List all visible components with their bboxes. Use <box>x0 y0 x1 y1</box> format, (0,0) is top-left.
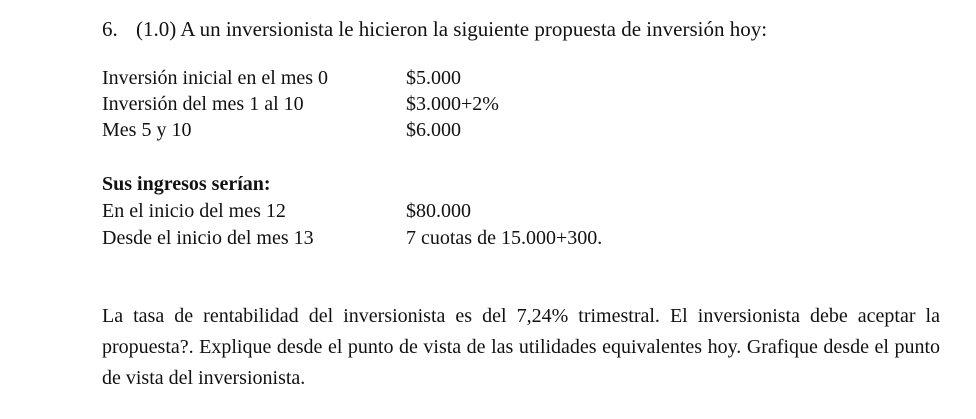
income-heading: Sus ingresos serían: <box>102 173 271 195</box>
investment-value: $3.000+2% <box>406 93 499 115</box>
investment-value: $5.000 <box>406 67 461 89</box>
income-label: En el inicio del mes 12 <box>102 200 286 222</box>
income-value: 7 cuotas de 15.000+300. <box>406 227 603 249</box>
investment-label: Inversión inicial en el mes 0 <box>102 67 329 89</box>
investment-label: Inversión del mes 1 al 10 <box>102 93 304 115</box>
investment-value: $6.000 <box>406 119 461 141</box>
question-number: 6. <box>102 17 118 41</box>
question-paragraph: La tasa de rentabilidad del inversionista es del 7,24% trimestral. El inversionista debe aceptar la propuesta?. Explique desde el punto de vista de las utilidades equivalentes hoy. Grafique desde el punto de vista del inversionista. <box>102 305 940 389</box>
question-text: (1.0) A un inversionista le hicieron la siguiente propuesta de inversión hoy: <box>136 17 768 41</box>
investment-label: Mes 5 y 10 <box>102 119 192 141</box>
income-value: $80.000 <box>406 200 471 222</box>
income-label: Desde el inicio del mes 13 <box>102 227 314 249</box>
